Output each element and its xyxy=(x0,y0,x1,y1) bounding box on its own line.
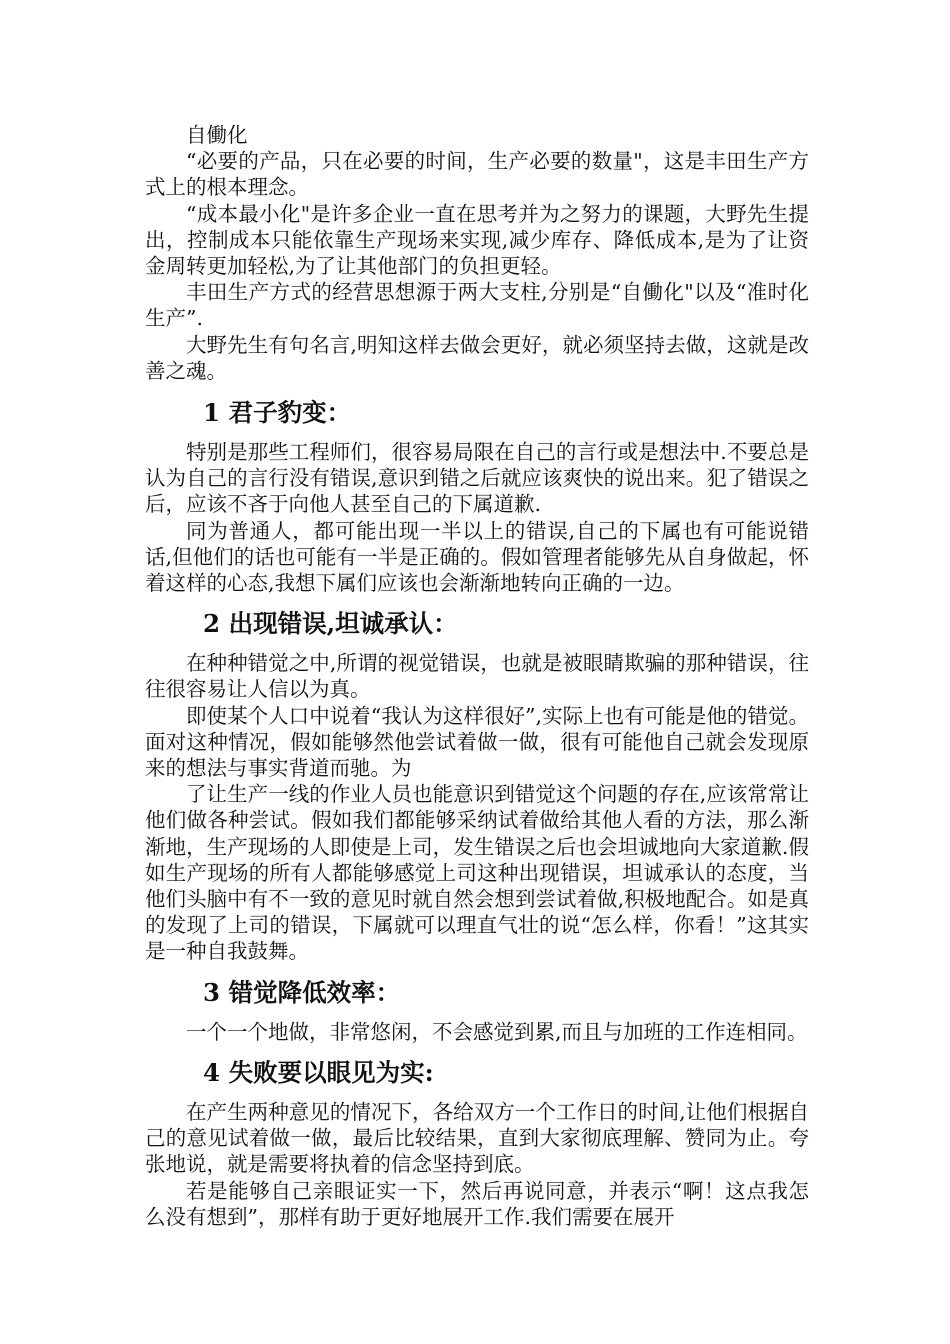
document-body xyxy=(145,122,809,1230)
body-paragraph: 一个一个地做，非常悠闲，不会感觉到累,而且与加班的工作连相同。 xyxy=(186,1019,808,1044)
body-paragraph: 同为普通人，都可能出现一半以上的错误,自己的下属也有可能说错话,但他们的话也可能有一半是正确的。假如管理者能够先从自身做起，怀着这样的心态,我想下属们应该也会渐渐地转向正确的一边。 xyxy=(145,518,809,596)
intro-paragraph: 大野先生有句名言,明知这样去做会更好，就必须坚持去做，这就是改善之魂。 xyxy=(145,332,809,383)
intro-paragraph: “必要的产品，只在必要的时间，生产必要的数量"，这是丰田生产方式上的根本理念。 xyxy=(145,149,809,200)
section-heading: 2 出现错误,坦诚承认： xyxy=(203,609,458,639)
body-paragraph: 若是能够自己亲眼证实一下，然后再说同意，并表示“啊！这点我怎么没有想到”，那样有助于更好地展开工作.我们需要在展开 xyxy=(145,1178,809,1229)
body-paragraph: 在产生两种意见的情况下，各给双方一个工作日的时间,让他们根据自己的意见试着做一做，最后比较结果，直到大家彻底理解、赞同为止。夸张地说，就是需要将执着的信念坚持到底。 xyxy=(145,1099,809,1177)
intro-paragraph: “成本最小化"是许多企业一直在思考并为之努力的课题，大野先生提出，控制成本只能依靠生产现场来实现,减少库存、降低成本,是为了让资金周转更加轻松,为了让其他部门的负担更轻。 xyxy=(145,201,809,279)
body-paragraph: 在种种错觉之中,所谓的视觉错误，也就是被眼睛欺骗的那种错误，往往很容易让人信以为真。 xyxy=(145,651,809,702)
body-paragraph: 特别是那些工程师们，很容易局限在自己的言行或是想法中.不要总是认为自己的言行没有错误,意识到错之后就应该爽快的说出来。犯了错误之后，应该不吝于向他人甚至自己的下属道歉. xyxy=(145,440,809,517)
body-paragraph: 即使某个人口中说着“我认为这样很好”,实际上也有可能是他的错觉。面对这种情况，假如能够然他尝试着做一做，很有可能他自己就会发现原来的想法与事实背道而驰。为 xyxy=(145,703,809,781)
section-heading: 3 错觉降低效率： xyxy=(203,977,401,1007)
section-heading: 4 失败要以眼见为实: xyxy=(203,1057,434,1087)
intro-paragraph: 丰田生产方式的经营思想源于两大支柱,分别是“自働化"以及“准时化生产”. xyxy=(145,280,809,331)
section-heading: 1 君子豹变： xyxy=(203,398,352,428)
body-paragraph: 了让生产一线的作业人员也能意识到错觉这个问题的存在,应该常常让他们做各种尝试。假如我们都能够采纳试着做给其他人看的方法，那么渐渐地，生产现场的人即使是上司，发生错误之后也会坦诚地向大家道歉.假如生产现场的所有人都能够感觉上司这种出现错误，坦诚承认的态度，当他们头脑中有不一致的意见时就自然会想到尝试着做,积极地配合。如是真的发现了上司的错误，下属就可以理直气壮的说“怎么样，你看！”这其实是一种自我鼓舞。 xyxy=(145,782,809,964)
intro-paragraph: 自働化 xyxy=(186,123,248,147)
